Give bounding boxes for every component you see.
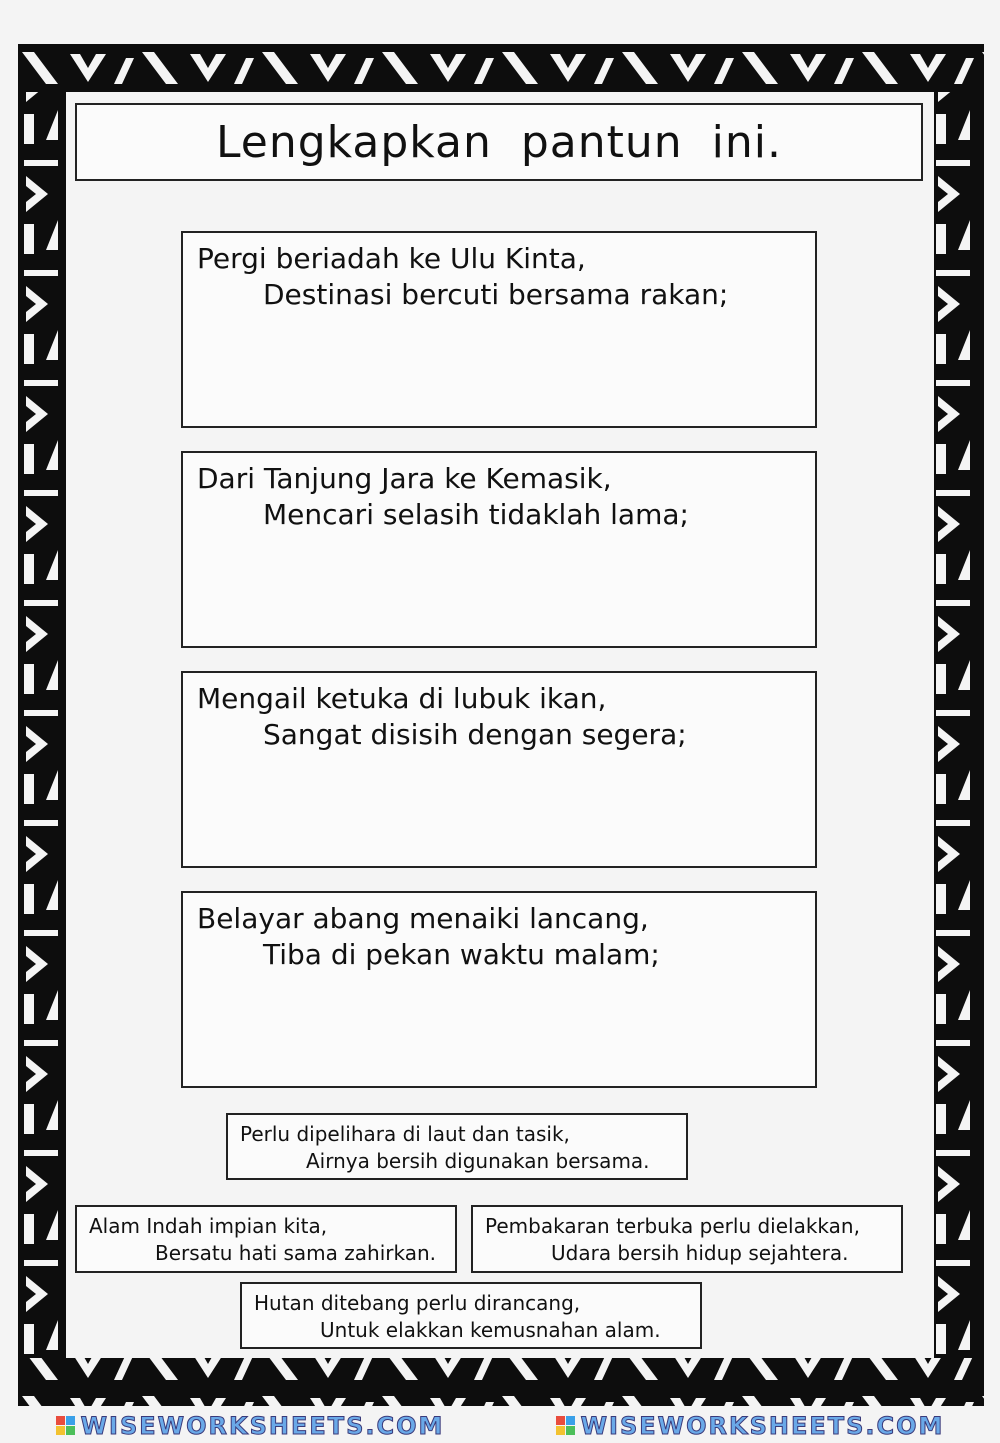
brand-text: WISEWORKSHEETS.COM (580, 1411, 945, 1440)
answer-line-1: Alam Indah impian kita, (89, 1214, 328, 1238)
answer-line-2: Airnya bersih digunakan bersama. (306, 1149, 650, 1173)
answer-card-1[interactable] (226, 1113, 688, 1180)
pantun-line-1: Pergi beriadah ke Ulu Kinta, (197, 242, 586, 275)
pantun-box-1[interactable] (181, 231, 817, 428)
brand-text: WISEWORKSHEETS.COM (80, 1411, 445, 1440)
answer-card-4[interactable] (240, 1282, 702, 1349)
pantun-box-2[interactable] (181, 451, 817, 648)
title-box (75, 103, 923, 181)
pantun-box-4[interactable] (181, 891, 817, 1088)
answer-line-2: Untuk elakkan kemusnahan alam. (320, 1318, 661, 1342)
pantun-line-1: Belayar abang menaiki lancang, (197, 902, 649, 935)
answer-line-1: Hutan ditebang perlu dirancang, (254, 1291, 581, 1315)
pantun-box-3[interactable] (181, 671, 817, 868)
pantun-line-2: Tiba di pekan waktu malam; (263, 938, 660, 971)
answer-line-1: Pembakaran terbuka perlu dielakkan, (485, 1214, 860, 1238)
brand-logo-icon (556, 1416, 575, 1435)
pantun-line-1: Dari Tanjung Jara ke Kemasik, (197, 462, 612, 495)
brand-watermark (56, 1412, 445, 1440)
pantun-line-2: Mencari selasih tidaklah lama; (263, 498, 689, 531)
answer-card-2[interactable] (75, 1205, 457, 1273)
answer-line-1: Perlu dipelihara di laut dan tasik, (240, 1122, 570, 1146)
answer-card-3[interactable] (471, 1205, 903, 1273)
page-title: Lengkapkan pantun ini. (216, 116, 782, 168)
pantun-line-1: Mengail ketuka di lubuk ikan, (197, 682, 607, 715)
pantun-line-2: Destinasi bercuti bersama rakan; (263, 278, 729, 311)
brand-watermark (556, 1412, 945, 1440)
answer-line-2: Udara bersih hidup sejahtera. (551, 1241, 849, 1265)
pantun-line-2: Sangat disisih dengan segera; (263, 718, 687, 751)
footer-watermark (0, 1408, 1000, 1443)
answer-line-2: Bersatu hati sama zahirkan. (155, 1241, 436, 1265)
brand-logo-icon (56, 1416, 75, 1435)
